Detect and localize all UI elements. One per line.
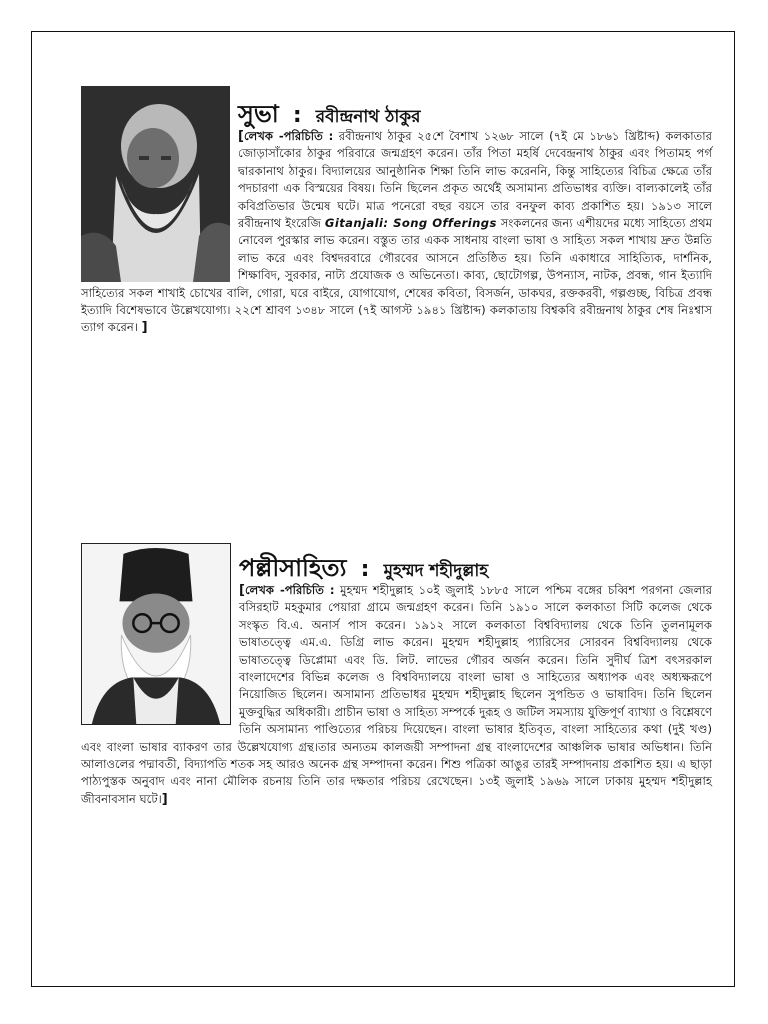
story-author: রবীন্দ্রনাথ ঠাকুর <box>315 107 421 127</box>
shahidullah-portrait <box>81 543 231 725</box>
heading-colon: : <box>360 557 370 582</box>
bio-text-b: সংকলনের জন্য এশীয়দের মধ্যে সাহিত্যে প্রথম নোবেল পুরস্কার লাভ করেন। বস্তুত তার একক সাধনায় বাংলা ভাষা ও সাহিত্য সকল শাখায় দ্রুত উন্নতি লাভ করে এবং বিশ্বদরবারে গৌরবের আসনে প্রতিষ্ঠিত হয়। তিনি একাধারে সাহিত্যিক, দার্শনিক, শিক্ষাবিদ, সুরকার, নাট্য প্রযোজক ও অভিনেতা। কাব্য, ছোটোগল্প, উপন্যাস, নাটক, প্রবন্ধ, গান ইত্যাদি সাহিত্যের সকল শাখাই চোখের বালি, গোরা, ঘরে বাইরে, যোগাযোগ, শেষের কবিতা, বিসর্জন, ডাকঘর, রক্তকরবী, গল্পগুচ্ছ, বিচিত্র প্রবন্ধ ইত্যাদি বিশেষভাবে উল্লেখযোগ্য। ২২শে শ্রাবণ ১৩৪৮ সালে (৭ই আগস্ট ১৯৪১ খ্রিষ্টাব্দ) কলকাতায় বিশ্বকবি রবীন্দ্রনাথ ঠাকুর শেষ নিঃশ্বাস ত্যাগ করেন। <box>81 216 713 335</box>
open-bracket: [ <box>238 129 244 144</box>
section-pallisahitya <box>81 540 712 808</box>
bio-label: লেখক -পরিচিতি : <box>244 583 335 597</box>
tagore-portrait <box>81 86 230 282</box>
section-subha <box>81 86 712 337</box>
story-title: সুভা <box>238 100 279 128</box>
close-bracket: ] <box>161 791 168 807</box>
open-bracket: [ <box>239 583 245 598</box>
story-author: মুহম্মদ শহীদুল্লাহ <box>383 561 489 581</box>
heading-colon: : <box>292 103 302 128</box>
english-book-title: Gitanjali: Song Offerings <box>324 216 497 231</box>
bio-label: লেখক -পরিচিতি : <box>243 129 334 143</box>
document-page <box>31 31 735 987</box>
bio-text-a: রবীন্দ্রনাথ ঠাকুর ২৫শে বৈশাখ ১২৬৮ সালে (৭ই মে ১৮৬১ খ্রিষ্টাব্দ) কলকাতার জোড়াসাঁকোর ঠাকুর পরিবারে জন্মগ্রহণ করেন। তাঁর পিতা মহর্ষি দেবেন্দ্রনাথ ঠাকুর এবং পিতামহ পর্গ দ্বারকানাথ ঠাকুর। বিদ্যালয়ের আনুষ্ঠানিক শিক্ষা তিনি লাভ করেননি, কিন্তু সাহিত্যের বিচিত্র ক্ষেত্রে তাঁর পদচারণা এক বিস্ময়ের বিষয়। তিনি ছিলেন প্রকৃত অর্থেই অসামান্য প্রতিভাধর ব্যক্তি। বাল্যকালেই তাঁর কবিপ্রতিভার উন্মেষ ঘটে। মাত্র পনেরো বছর বয়সে তার বনফুল কাব্য প্রকাশিত হয়। ১৯১৩ সালে রবীন্দ্রনাথ ইংরেজি <box>238 129 712 231</box>
story-title: পল্লীসাহিত্য <box>239 554 347 582</box>
close-bracket: ] <box>141 320 148 336</box>
bio-text: মুহম্মদ শহীদুল্লাহ ১০ই জুলাই ১৮৮৫ সালে পশ্চিম বঙ্গের চব্বিশ পরগনা জেলার বসিরহাট মহকুমার পেয়ারা গ্রামে জন্মগ্রহণ করেন। তিনি ১৯১০ সালে কলকাতা সিটি কলেজ থেকে সংস্কৃত বি.এ. অনার্স পাস করেন। ১৯১২ সালে কলকাতা বিশ্ববিদ্যালয় থেকে তিনি তুলনামূলক ভাষাতত্ত্বে এম.এ. ডিগ্রি লাভ করেন। মুহম্মদ শহীদুল্লাহ প্যারিসের সোরবন বিশ্ববিদ্যালয় থেকে ভাষাতত্ত্বে ডিপ্লোমা এবং ডি. লিট. লাভের গৌরব অর্জন করেন। তিনি সুদীর্ঘ ত্রিশ বৎসরকাল বাংলাদেশের বিভিন্ন কলেজ ও বিশ্ববিদ্যালয়ে বাংলা ভাষা ও সাহিত্যের অধ্যাপক এবং অধ্যক্ষরূপে নিয়োজিত ছিলেন। অসামান্য প্রতিভাধর মুহম্মদ শহীদুল্লাহ ছিলেন সুপন্ডিত ও ভাষাবিদ। তিনি ছিলেন মুক্তবুদ্ধির অধিকারী। প্রাচীন ভাষা ও সাহিত্য সম্পর্কে দুরূহ ও জটিল সমস্যায় যুক্তিপূর্ণ ব্যাখ্যা ও বিশ্লেষণে তিনি অসামান্য পাণ্ডিত্যের পরিচয় দিয়েছেন। বাংলা ভাষার ইতিবৃত, বাংলা সাহিত্যের কথা (দুই খণ্ড) এবং বাংলা ভাষার ব্যাকরণ তার উল্লেখযোগ্য গ্রন্থ।তার অন্যতম কালজয়ী সম্পাদনা গ্রন্থ বাংলাদেশের আঞ্চলিক ভাষার অভিধান। তিনি আলাওলের পদ্মাবতী, বিদ্যাপতি শতক সহ আরও অনেক গ্রন্থ সম্পাদনা করেন। শিশু পত্রিকা আঙুর তারই সম্পাদনায় প্রকাশিত হয়। এ ছাড়া পাঠ্যপুস্তক অনুবাদ এবং নানা মৌলিক রচনায় তিনি তার দক্ষতার পরিচয় রেখেছেন। ১৩ই জুলাই ১৯৬৯ সালে ঢাকায় মুহম্মদ শহীদুল্লাহ জীবনাবসান ঘটে। <box>81 583 712 806</box>
